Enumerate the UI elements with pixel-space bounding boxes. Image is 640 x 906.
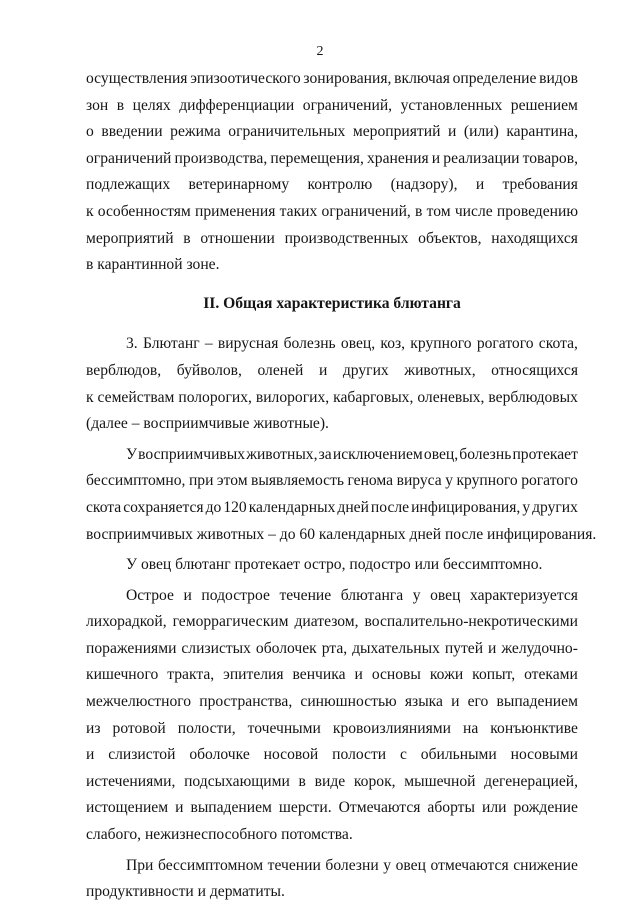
word: введении [101,123,163,141]
word: у [412,586,421,604]
text-line [86,879,578,906]
word: кровоизлияниями [332,719,451,737]
word: коз, [380,335,406,353]
word: кабарговых, [333,388,414,406]
text-line [86,769,578,796]
word: венчика [292,666,346,684]
word: Острое [126,586,174,604]
word: тракта, [167,666,215,684]
word: в [298,772,306,790]
word: хранения [367,149,429,167]
word: выявляемость [251,472,344,490]
word: в [116,96,125,114]
word: У [126,445,138,463]
word: других [532,498,578,516]
word: полости, [177,719,236,737]
word: истощением [86,799,169,817]
text-line [86,172,578,199]
word: проведению [496,202,578,220]
word: ограничений, [302,96,393,114]
word: контролю [307,176,373,194]
text-line [86,636,578,663]
word: слизистой [108,746,176,764]
word: включая [394,70,450,87]
word: шерсти. [278,799,332,817]
word: семействам [97,388,175,406]
text-line [86,552,578,579]
text-line [86,199,578,226]
word: снижение [513,856,578,874]
text-line [86,522,597,549]
word: на [462,719,479,737]
word: ограничений, [321,202,411,220]
word: относящихся [491,361,578,379]
word: сохраняется [123,498,204,516]
paragraph-3 [86,331,578,437]
text-line [86,146,578,173]
word: к [86,388,94,406]
word: рождение [513,799,578,817]
text-line [86,609,578,636]
word: в [415,202,423,220]
word: вилорогих, [255,388,330,406]
word: требования [502,176,578,194]
text-line [86,468,578,495]
word: ветеринарному [188,176,290,194]
word: Отмечаются [338,799,421,817]
word: бессимптомно, [86,472,186,490]
text-line [86,385,578,412]
intro-paragraph [86,66,578,279]
word: после [370,498,410,516]
word: режима [170,123,221,141]
word: объектов, [418,229,482,247]
word: течение [279,586,332,604]
word: инфицирования, [411,498,521,516]
word: и [86,746,95,764]
word: характеризуется [470,586,578,604]
word: оболочек [255,639,317,657]
word: путей [444,639,484,657]
word: производственных [284,229,409,247]
line-text: продуктивности и дерматиты. [86,883,285,901]
word: мероприятий [352,123,441,141]
word: у [383,856,392,874]
word: и [451,693,460,711]
word: за [318,445,332,463]
word: синюшностью [300,693,397,711]
word: подсыхающими [184,772,290,790]
text-line [86,66,578,93]
line-text: (далее – восприимчивые животные). [86,415,329,433]
word: (надзору), [390,176,458,194]
word: течении [267,856,321,874]
word: целях [132,96,171,114]
text-line [86,442,578,469]
word: пространства, [199,693,293,711]
word: и [354,666,363,684]
word: копыт, [472,666,516,684]
word: зон [86,96,109,114]
word: и [431,149,441,167]
word: – [204,335,213,353]
word: генома [347,472,394,490]
word: производства, [174,149,268,167]
word: подострое [201,586,270,604]
word: реализации [443,149,520,167]
word: рта, [321,639,348,657]
word: оленевых, [417,388,485,406]
word: карантина, [506,123,578,141]
word: определение [452,70,537,87]
word: рогатого [521,472,578,490]
word: числе [454,202,493,220]
word: мышечной [404,772,476,790]
word: зонирования, [303,70,392,87]
word: до [205,498,222,516]
word: виде [314,772,346,790]
word: вирусная [217,335,279,353]
word: поражениями [86,639,177,657]
word: товаров, [522,149,578,167]
word: верблюдов, [86,361,162,379]
word: диатезом, [294,613,359,631]
word: дифференциации [179,96,295,114]
word: и [175,799,184,817]
page-number: 2 [316,44,324,59]
word: видов [539,70,578,87]
word: 120 [223,498,247,516]
text-line [86,411,578,438]
text-line [86,662,578,689]
word: блютанга [340,586,404,604]
paragraph-4 [86,442,597,548]
word: крупного [456,472,518,490]
word: из [86,719,101,737]
word: овец [395,856,426,874]
text-line [86,495,578,522]
word: и [318,361,328,379]
paragraph-5 [86,552,578,579]
word: болезнь [283,335,336,353]
word: крупного [410,335,472,353]
word: таких [279,202,318,220]
text-line [86,716,578,743]
word: лихорадкой, [86,613,167,631]
word: животных, [246,445,318,463]
word: установленных [400,96,503,114]
word: исключением [332,445,423,463]
word: точечными [247,719,321,737]
word: с [399,746,407,764]
word: буйволов, [176,361,242,379]
word: отношении [200,229,275,247]
word: слизистых [181,639,251,657]
word: ротовой [112,719,166,737]
text-line [86,742,578,769]
text-line [86,853,578,880]
word: его [467,693,489,711]
word: овец, [423,445,459,463]
word: овец, [340,335,376,353]
word: воспалительно-некротическими [364,613,578,631]
paragraph-6 [86,583,578,849]
word: ограничительных [228,123,346,141]
word: овец [430,586,461,604]
word: отеками [524,666,578,684]
word: верблюдовых [488,388,578,406]
word: носовой [263,746,319,764]
word: осуществления [86,70,188,87]
word: о [86,123,94,141]
word: при [188,472,214,490]
word: и [183,586,192,604]
word: скота, [538,335,578,353]
word: оленей [257,361,304,379]
word: и [448,123,457,141]
word: (или) [463,123,499,141]
document-body [86,66,597,906]
word: болезни [325,856,379,874]
text-line [86,795,578,822]
word: бессимптомном [157,856,264,874]
word: кишечного [86,666,159,684]
line-text: У овец блютанг протекает остро, подостро или бессимптомно. [126,556,543,574]
word: геморрагическим [172,613,289,631]
word: основы [371,666,421,684]
word: полости [332,746,387,764]
word: или [481,799,507,817]
word: в [183,229,191,247]
text-line [86,689,578,716]
word: 3. [126,335,138,353]
word: у [445,472,453,490]
text-line [86,358,578,385]
word: этом [216,472,248,490]
word: животных, [404,361,476,379]
word: При [126,856,154,874]
text-line [86,331,578,358]
word: дегенерацией, [484,772,578,790]
word: особенностям [97,202,191,220]
word: эпителия [223,666,284,684]
word: Блютанг [142,335,200,353]
paragraph-7 [86,853,578,906]
word: протекает [512,445,578,463]
word: межчелюстного [86,693,192,711]
word: истечениями, [86,772,176,790]
word: корок, [353,772,396,790]
word: у [522,498,531,516]
word: конъюнктиве [490,719,578,737]
word: других [342,361,389,379]
line-text: слабого, нежизнеспособного потомства. [86,826,353,844]
section-heading: II. Общая характеристика блютанга [203,294,461,312]
word: рогатого [476,335,534,353]
word: скота [86,498,122,516]
text-line [86,226,578,253]
line-text: в карантинной зоне. [86,256,220,274]
text-line [86,583,578,610]
word: находящихся [491,229,578,247]
word: носовыми [510,746,578,764]
word: полорогих, [178,388,252,406]
word: аборты [427,799,475,817]
word: оболочке [189,746,250,764]
word: отмечаются [430,856,509,874]
word: подлежащих [86,176,171,194]
word: языка [404,693,443,711]
word: кожи [429,666,464,684]
word: ограничений [86,149,172,167]
word: желудочно- [501,639,578,657]
word: вируса [396,472,442,490]
word: применения [195,202,276,220]
word: и [488,639,497,657]
word: и [475,176,485,194]
word: дней [337,498,369,516]
line-text: восприимчивых животных – до 60 календарных дней после инфицирования. [86,525,597,543]
text-line [86,119,578,146]
word: календарных [248,498,336,516]
text-line [86,252,578,279]
word: перемещения, [270,149,364,167]
word: эпизоотического [190,70,301,87]
word: к [86,202,94,220]
word: том [426,202,451,220]
word: выпадением [190,799,272,817]
word: выпадением [496,693,578,711]
text-line [86,93,578,120]
word: обильными [420,746,497,764]
word: восприимчивых [138,445,246,463]
word: решением [510,96,578,114]
word: мероприятий [86,229,174,247]
word: болезнь [459,445,512,463]
text-line [86,822,578,849]
word: дыхательных [352,639,440,657]
